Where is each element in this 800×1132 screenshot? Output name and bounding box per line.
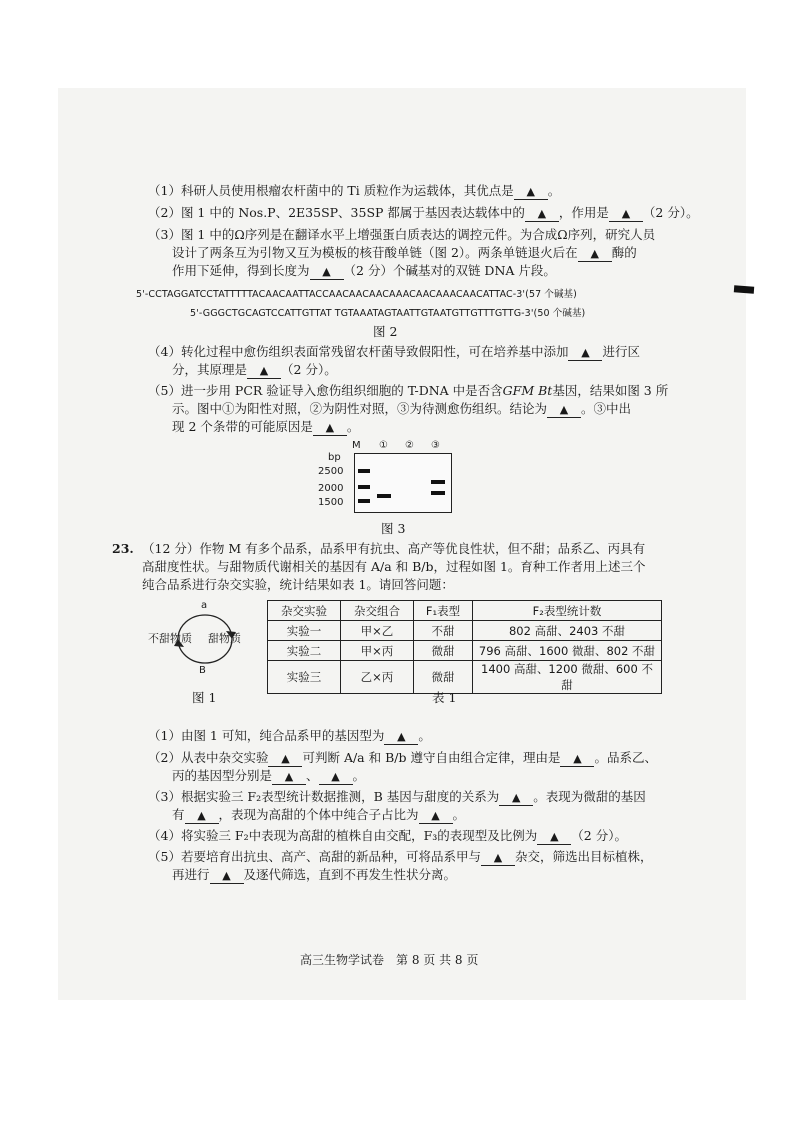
figure-2-caption: 图 2	[373, 324, 398, 339]
fig1-label-a: a	[201, 600, 208, 611]
fig1-not-sweet-substance: 不甜物质	[148, 632, 192, 645]
q23-stem-line1: （12 分）作物 M 有多个品系，品系甲有抗虫、高产等优良性状，但不甜；品系乙、丙具有	[142, 541, 646, 556]
table-1-caption: 表 1	[432, 690, 457, 705]
table-cell: 不甜	[414, 621, 473, 641]
q23-part3-line2: 有 ▲ ，表现为高甜的个体中纯合子占比为 ▲ 。	[172, 807, 466, 822]
table-cell: 甲×乙	[341, 621, 414, 641]
q22-part4-line2: 分，其原理是 ▲ （2 分）。	[172, 362, 337, 377]
table-header: 杂交组合	[341, 601, 414, 621]
table-1	[267, 600, 662, 694]
q23-stem-line2: 高甜度性状。与甜物质代谢相关的基因有 A/a 和 B/b，过程如图 1。育种工作者用上述三个	[142, 559, 646, 574]
q22-part2: （2）图 1 中的 Nos.P、2E35SP、35SP 都属于基因表达载体中的 ▲ ，作用是 ▲ （2 分）。	[148, 205, 699, 220]
gel-marker-1500: 1500	[318, 497, 344, 508]
gel-lane-label-M: M	[352, 440, 361, 451]
figure-1-caption: 图 1	[192, 690, 217, 705]
gel-band-marker-2000	[358, 485, 370, 489]
q22-part5-line1: （5）进一步用 PCR 验证导入愈伤组织细胞的 T-DNA 中是否含GFM Bt基因，结果如图 3 所	[148, 383, 669, 398]
q23-part2-line2: 丙的基因型分别是 ▲ 、 ▲ 。	[172, 768, 366, 783]
sequence-strand-2: 5'-GGGCTGCAGTCCATTGTTAT TGTAAATAGTAATTGTAATGTTGTTTGTTG-3'(50 个碱基)	[190, 308, 586, 319]
q22-part3-line2: 设计了两条互为引物又互为模板的核苷酸单链（图 2）。两条单链退火后在 ▲ 酶的	[172, 245, 637, 260]
gel-band-lane3-lower	[431, 491, 445, 495]
q23-part3-line1: （3）根据实验三 F₂表型统计数据推测，B 基因与甜度的关系为 ▲ 。表现为微甜的基因	[148, 789, 646, 804]
sequence-strand-1: 5'-CCTAGGATCCTATTTTTACAACAATTACCAACAACAACAAACAACAAACAACATTAC-3'(57 个碱基)	[136, 289, 577, 300]
table-cell: 实验三	[268, 661, 341, 694]
q23-part5-line2: 再进行 ▲ 及逐代筛选，直到不再发生性状分离。	[172, 867, 457, 882]
table-header-row	[268, 601, 662, 621]
gel-lane-label-3: ③	[431, 440, 440, 451]
table-cell: 乙×丙	[341, 661, 414, 694]
fig1-label-B: B	[199, 665, 206, 676]
gel-lane-label-2: ②	[405, 440, 414, 451]
gel-band-marker-1500	[358, 499, 370, 503]
table-cell: 实验二	[268, 641, 341, 661]
q23-stem-line3: 纯合品系进行杂交实验，统计结果如表 1。请回答问题：	[142, 577, 454, 592]
gel-band-marker-2500	[358, 469, 370, 473]
gel-marker-2500: 2500	[318, 466, 344, 477]
q22-part3-line1: （3）图 1 中的Ω序列是在翻译水平上增强蛋白质表达的调控元件。为合成Ω序列，研究人员	[148, 227, 656, 242]
q22-part3-line3: 作用下延伸，得到长度为 ▲ （2 分）个碱基对的双链 DNA 片段。	[172, 263, 556, 278]
table-header: F₁表型	[414, 601, 473, 621]
table-row	[268, 621, 662, 641]
table-cell: 微甜	[414, 641, 473, 661]
table-header: F₂表型统计数	[473, 601, 662, 621]
gel-marker-2000: 2000	[318, 483, 344, 494]
table-row	[268, 661, 662, 694]
q22-part5-line3: 现 2 个条带的可能原因是 ▲ 。	[172, 419, 360, 434]
table-cell: 微甜	[414, 661, 473, 694]
q23-part2-line1: （2）从表中杂交实验 ▲ 可判断 A/a 和 B/b 遵守自由组合定律，理由是 ▲ 。品系乙、	[148, 750, 657, 765]
q22-part5-line2: 示。图中①为阳性对照，②为阴性对照，③为待测愈伤组织。结论为 ▲ 。③中出	[172, 401, 632, 416]
table-header: 杂交实验	[268, 601, 341, 621]
q23-number: 23.	[112, 541, 134, 556]
table-row	[268, 641, 662, 661]
table-cell: 796 高甜、1600 微甜、802 不甜	[473, 641, 662, 661]
gel-unit-label: bp	[328, 452, 341, 463]
gel-band-lane3-upper	[431, 480, 445, 484]
gel-band-lane1	[377, 494, 391, 498]
table-cell: 实验一	[268, 621, 341, 641]
q22-part1: （1）科研人员使用根瘤农杆菌中的 Ti 质粒作为运载体，其优点是 ▲ 。	[148, 183, 561, 198]
gel-electrophoresis-figure	[354, 453, 452, 513]
gel-lane-label-1: ①	[379, 440, 388, 451]
q23-part5-line1: （5）若要培育出抗虫、高产、高甜的新品种，可将品系甲与 ▲ 杂交，筛选出目标植株，	[148, 849, 653, 864]
figure-3-caption: 图 3	[381, 521, 406, 536]
fig1-sweet-substance: 甜物质	[208, 632, 241, 645]
page-footer: 高三生物学试卷 第 8 页 共 8 页	[300, 953, 479, 967]
q23-part4: （4）将实验三 F₂中表现为高甜的植株自由交配，F₃的表现型及比例为 ▲ （2 分）。	[148, 828, 627, 843]
q22-part4-line1: （4）转化过程中愈伤组织表面常残留农杆菌导致假阳性，可在培养基中添加 ▲ 进行区	[148, 344, 640, 359]
scan-edge-mark	[734, 285, 754, 293]
table-cell: 甲×丙	[341, 641, 414, 661]
table-cell: 802 高甜、2403 不甜	[473, 621, 662, 641]
q23-part1: （1）由图 1 可知，纯合品系甲的基因型为 ▲ 。	[148, 728, 431, 743]
table-cell: 1400 高甜、1200 微甜、600 不甜	[473, 661, 662, 694]
